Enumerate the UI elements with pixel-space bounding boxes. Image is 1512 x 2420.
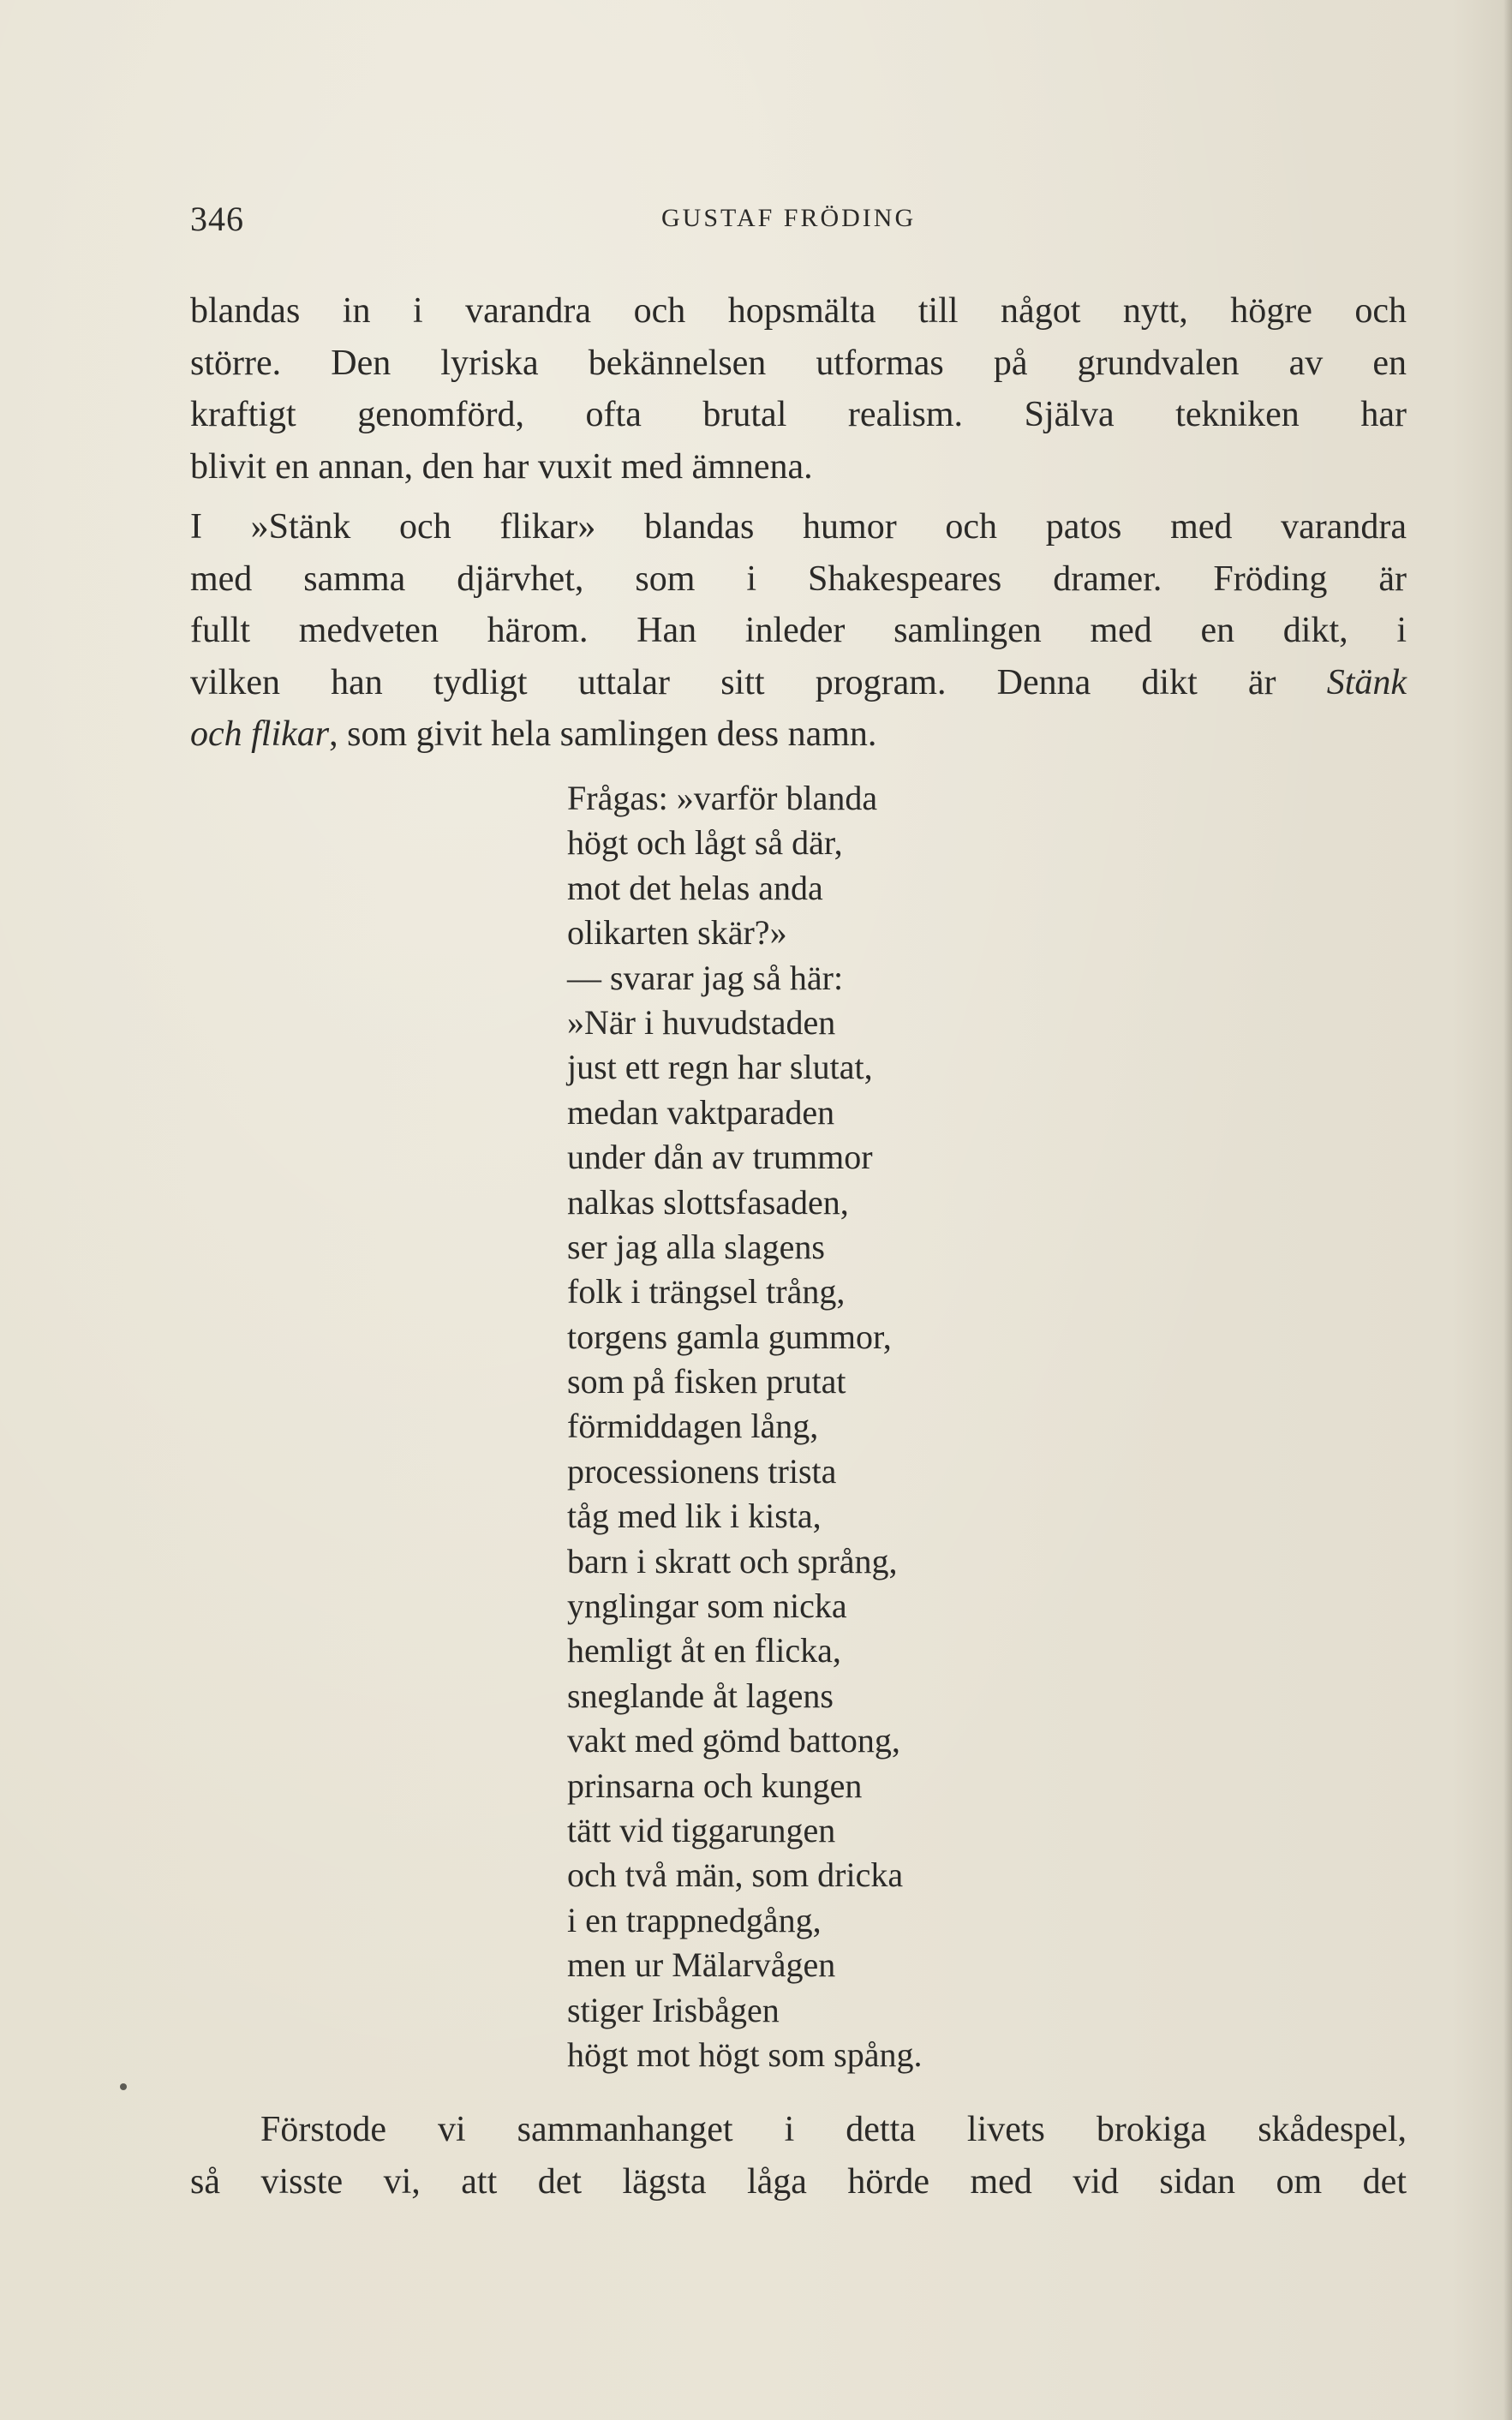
poem-line: folk i trängsel trång, (567, 1272, 846, 1312)
poem-line: nalkas slottsfasaden, (567, 1182, 849, 1222)
paragraph-text: vilken han tydligt uttalar sitt program. Denna dikt är (190, 662, 1276, 702)
poem-line: stiger Irisbågen (567, 1990, 780, 2029)
poem-line: »När i huvudstaden (567, 1002, 836, 1042)
poem-line: ser jag alla slagens (567, 1227, 825, 1266)
paragraph-line (190, 657, 1407, 709)
paragraph-line: så visste vi, att det lägsta låga hörde med vid sidan om det (190, 2161, 1407, 2202)
poem-line: medan vaktparaden (567, 1092, 835, 1132)
poem-line: hemligt åt en flicka, (567, 1631, 841, 1670)
poem-line: olikarten skär?» (567, 913, 787, 953)
poem-line: mot det helas anda (567, 868, 823, 907)
paragraph-line: I »Stänk och flikar» blandas humor och patos med varandra (190, 507, 1407, 547)
poem-line: sneglande åt lagens (567, 1676, 834, 1715)
paragraph-line (190, 708, 1407, 761)
poem-line: Frågas: »varför blanda (567, 779, 878, 817)
poem-line: processionens trista (567, 1451, 837, 1491)
paragraph-2 (190, 501, 1407, 761)
paragraph-text: , som givit hela samlingen dess namn. (329, 714, 877, 754)
poem-line: barn i skratt och språng, (567, 1541, 898, 1580)
poem-line: prinsarna och kungen (567, 1766, 863, 1805)
poem-title-italic: Stänk (1326, 662, 1407, 702)
poem-line: högt mot högt som spång. (567, 2035, 923, 2074)
poem-line: högt och lågt så där, (567, 823, 843, 863)
poem-line: under dån av trummor (567, 1138, 873, 1177)
poem-line: i en trappnedgång, (567, 1900, 822, 1939)
page-edge-shadow (1503, 0, 1512, 2420)
print-speck (120, 2083, 127, 2090)
poem-line: och två män, som dricka (567, 1855, 904, 1895)
running-head (190, 199, 1407, 242)
paragraph-line: kraftigt genomförd, ofta brutal realism. Själva tekniken har (190, 395, 1407, 434)
poem-line: förmiddagen lång, (567, 1407, 819, 1446)
poem-line: som på fisken prutat (567, 1362, 846, 1401)
paragraph-line: Förstode vi sammanhanget i detta livets brokiga skådespel, (260, 2110, 1407, 2149)
poem-line: tätt vid tiggarungen (567, 1810, 836, 1849)
poem-line: — svarar jag så här: (567, 958, 844, 997)
running-head-title: GUSTAF FRÖDING (661, 204, 917, 232)
poem-line: men ur Mälarvågen (567, 1945, 836, 1985)
poem-line: tåg med lik i kista, (567, 1497, 822, 1536)
poem-line: torgens gamla gummor, (567, 1317, 892, 1356)
paragraph-line: större. Den lyriska bekännelsen utformas på grundvalen av en (190, 343, 1407, 383)
paragraph-line: blivit en annan, den har vuxit med ämnena. (190, 446, 813, 487)
poem-stanza (567, 776, 922, 2077)
paragraph-line: med samma djärvhet, som i Shakespeares dramer. Fröding är (190, 559, 1407, 599)
page-number: 346 (190, 200, 244, 238)
paragraph-1 (190, 285, 1407, 493)
paragraph-3 (190, 2104, 1407, 2208)
poem-line: just ett regn har slutat, (567, 1048, 873, 1087)
poem-line: ynglingar som nicka (567, 1586, 847, 1626)
poem-line: vakt med gömd battong, (567, 1721, 900, 1760)
paragraph-line: fullt medveten härom. Han inleder samlingen med en dikt, i (190, 611, 1407, 650)
poem-title-italic: och flikar (190, 714, 330, 754)
paragraph-line: blandas in i varandra och hopsmälta till något nytt, högre och (190, 291, 1407, 331)
